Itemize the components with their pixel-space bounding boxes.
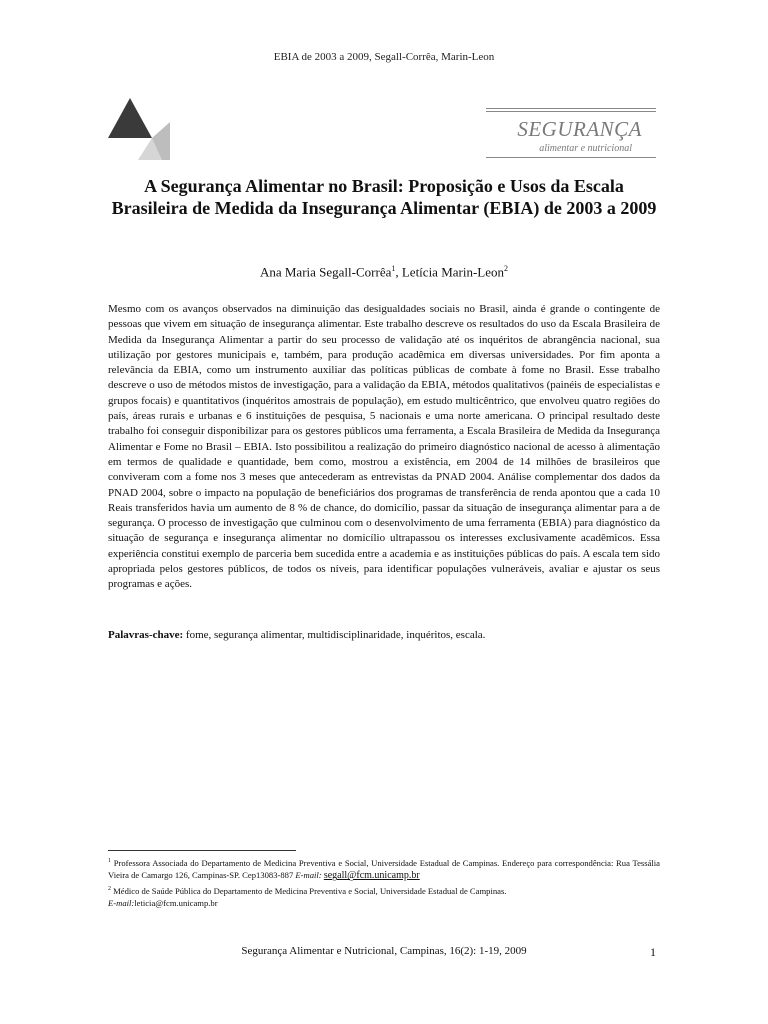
author-affiliation-mark: 1: [391, 264, 396, 273]
author-name: Ana Maria Segall-Corrêa: [259, 264, 392, 280]
paper-title: A Segurança Alimentar no Brasil: Proposição e Usos da Escala Brasileira de Medida da Insegurança Alimentar (EBIA) de 2003 a 2009: [111, 176, 657, 218]
footnote-1: [108, 855, 660, 883]
email-label: E-mail:: [295, 870, 322, 881]
email-link[interactable]: segall@fcm.unicamp.br: [323, 870, 420, 882]
brand-rule-bottom: [486, 157, 656, 158]
author-affiliation-mark: 2: [504, 264, 509, 273]
page-footer: Segurança Alimentar e Nutricional, Campinas, 16(2): 1-19, 2009: [241, 945, 527, 957]
running-head: EBIA de 2003 a 2009, Segall-Corrêa, Marin-Leon: [273, 51, 495, 63]
brand-name: SEGURANÇA: [517, 117, 642, 141]
keywords: [108, 628, 660, 643]
journal-logo-icon: [108, 98, 170, 160]
footnote-rule: [108, 850, 296, 851]
author-line: [0, 264, 768, 280]
footnote-2-email: [108, 897, 660, 910]
keywords-text: fome, segurança alimentar, multidisciplinaridade, inquéritos, escala.: [183, 629, 486, 641]
page-number: 1: [650, 945, 656, 959]
abstract: Mesmo com os avanços observados na diminuição das desigualdades sociais no Brasil, ainda é grande o contingente de pessoas que vivem em situação de insegurança alimentar. Este trabalho descreve os resultados do uso da Escala Brasileira de Medida da Insegurança Alimentar a partir do seu processo de validação até os inquéritos de abrangência nacional, sua utilização por gestores municipais e, também, para produção acadêmica em diversas universidades. Por fim aponta a relevância da EBIA, como um instrumento auxiliar das políticas públicas de combate à fome no Brasil. Esse trabalho descreve o uso de métodos mistos de investigação, para a validação da EBIA, métodos qualitativos (painéis de especialistas e grupos focais) e quantitativos (inquéritos amostrais de população), em estudo multicêntrico, que envolveu quatro regiões do país, áreas rurais e urbanas e 6 instituições de pesquisa, 5 nacionais e uma norte americana. O principal resultado deste trabalho foi conseguir disponibilizar para os gestores públicos uma ferramenta, a Escala Brasileira de Medida da Insegurança Alimentar e Fome no Brasil – EBIA. Isto possibilitou a realização do primeiro diagnóstico nacional de acesso à alimentação em termos de qualidade e quantidade, bem como, mostrou a existência, em 2004 de 14 milhões de brasileiros que conviveram com a fome nos 3 meses que antecederam as entrevistas da PNAD 2004. Análise complementar dos dados da PNAD 2004, sobre o impacto na população de beneficiários dos programas de transferência de renda apontou que a cada 10 Reais transferidos havia um aumento de 8 % de chance, do domicílio, passar da situação de insegurança alimentar para a de segurança. O processo de investigação que culminou com o desenvolvimento de uma ferramenta (EBIA) para diagnóstico da situação de segurança e insegurança alimentar no domicílio ultrapassou os interesses exclusivamente acadêmicos. Essa experiência constitui exemplo de parceria bem sucedida entre a academia e as instituições públicas do país. A escala tem sido apropriada pelos gestores públicos, de todos os níveis, para identificar populações vulneráveis, avaliar e ajustar os seus programas e ações.: [108, 303, 660, 591]
footnote-2: [108, 883, 660, 897]
brand-rule-top-2: [486, 111, 656, 112]
footnote-mark: 1: [108, 858, 111, 864]
journal-brand: [486, 108, 656, 160]
footnote-text: Médico de Saúde Pública do Departamento de Medicina Preventiva e Social, Universidade Estadual de Campinas.: [111, 885, 507, 896]
email-address: leticia@fcm.unicamp.br: [134, 898, 218, 909]
footnotes: [108, 855, 660, 910]
keywords-label: Palavras-chave:: [108, 629, 184, 641]
footnote-text: Professora Associada do Departamento de Medicina Preventiva e Social, Universidade Estadual de Campinas. Endereço para correspondência: Rua Tessália Vieira de Camargo 126, Campinas-SP. Cep13083-887: [108, 857, 660, 881]
author-name: Letícia Marin-Leon: [401, 264, 505, 280]
email-label: E-mail:: [108, 898, 135, 909]
brand-subtitle: alimentar e nutricional: [539, 143, 632, 154]
author-separator: ,: [395, 264, 402, 280]
brand-rule-top: [486, 108, 656, 109]
footnote-mark: 2: [108, 885, 111, 892]
